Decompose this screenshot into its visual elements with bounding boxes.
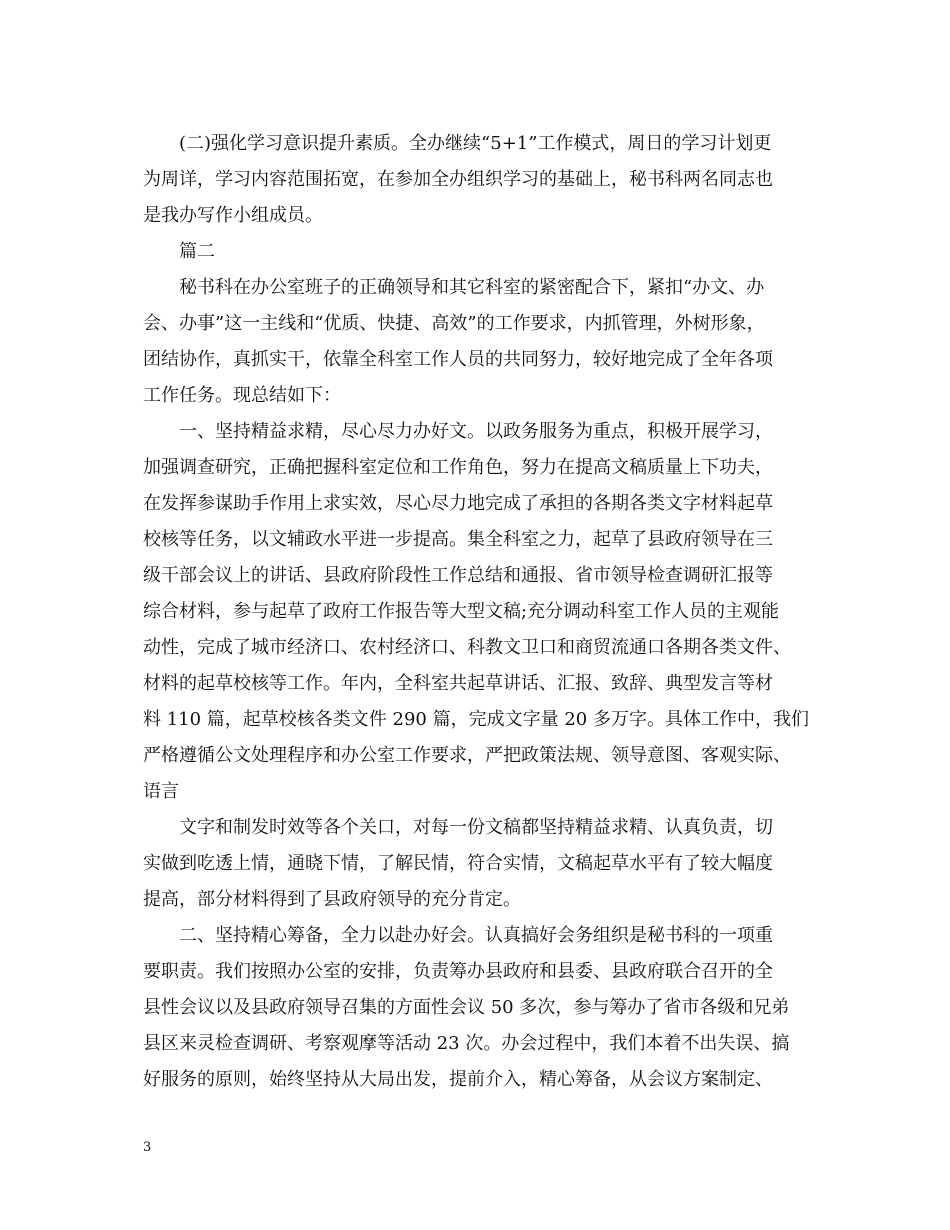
text-line: 要职责。我们按照办公室的安排，负责筹办县政府和县委、县政府联合召开的全 [143, 961, 773, 982]
text-line: (二)强化学习意识提升素质。全办继续“5+1”工作模式，周日的学习计划更 [143, 133, 772, 154]
text-line: 文字和制发时效等各个关口，对每一份文稿都坚持精益求精、认真负责，切 [143, 817, 773, 838]
text-line: 料 110 篇，起草校核各类文件 290 篇，完成文字量 20 多万字。具体工作中，我们 [143, 709, 809, 730]
text-line: 综合材料，参与起草了政府工作报告等大型文稿;充分调动科室工作人员的主观能 [143, 601, 780, 622]
text-line: 加强调查研究，正确把握科室定位和工作角色，努力在提高文稿质量上下功夫， [143, 457, 773, 478]
text-line: 语言 [143, 781, 179, 802]
text-line: 县区来灵检查调研、考察观摩等活动 23 次。办会过程中，我们本着不出失误、搞 [143, 1033, 790, 1054]
text-line: 一、坚持精益求精，尽心尽力办好文。以政务服务为重点，积极开展学习， [143, 421, 773, 442]
text-line: 秘书科在办公室班子的正确领导和其它科室的紧密配合下，紧扣“办文、办 [143, 277, 765, 298]
text-line: 严格遵循公文处理程序和办公室工作要求，严把政策法规、领导意图、客观实际、 [143, 745, 791, 766]
text-line: 材料的起草校核等工作。年内，全科室共起草讲话、汇报、致辞、典型发言等材 [143, 673, 773, 694]
text-line: 动性，完成了城市经济口、农村经济口、科教文卫口和商贸流通口各期各类文件、 [143, 637, 791, 658]
text-line: 会、办事”这一主线和“优质、快捷、高效”的工作要求，内抓管理，外树形象， [143, 313, 765, 334]
text-line: 校核等任务，以文辅政水平进一步提高。集全科室之力，起草了县政府领导在三 [143, 529, 773, 550]
text-line: 在发挥参谋助手作用上求实效，尽心尽力地完成了承担的各期各类文字材料起草 [143, 493, 773, 514]
text-line: 二、坚持精心筹备，全力以赴办好会。认真搞好会务组织是秘书科的一项重 [143, 925, 773, 946]
text-line: 好服务的原则，始终坚持从大局出发，提前介入，精心筹备，从会议方案制定、 [143, 1069, 773, 1090]
text-line: 团结协作，真抓实干，依靠全科室工作人员的共同努力，较好地完成了全年各项 [143, 349, 773, 370]
text-line: 县性会议以及县政府领导召集的方面性会议 50 多次，参与筹办了省市各级和兄弟 [143, 997, 790, 1018]
text-line: 实做到吃透上情，通晓下情，了解民情，符合实情，文稿起草水平有了较大幅度 [143, 853, 773, 874]
section-heading: 篇二 [143, 241, 215, 262]
text-line: 为周详，学习内容范围拓宽，在参加全办组织学习的基础上，秘书科两名同志也 [143, 169, 773, 190]
text-line: 是我办写作小组成员。 [143, 205, 323, 226]
text-line: 提高，部分材料得到了县政府领导的充分肯定。 [143, 889, 521, 910]
page-number: 3 [143, 1140, 152, 1155]
text-line: 级干部会议上的讲话、县政府阶段性工作总结和通报、省市领导检查调研汇报等 [143, 565, 773, 586]
document-body [143, 126, 809, 1098]
text-line: 工作任务。现总结如下： [143, 385, 341, 406]
